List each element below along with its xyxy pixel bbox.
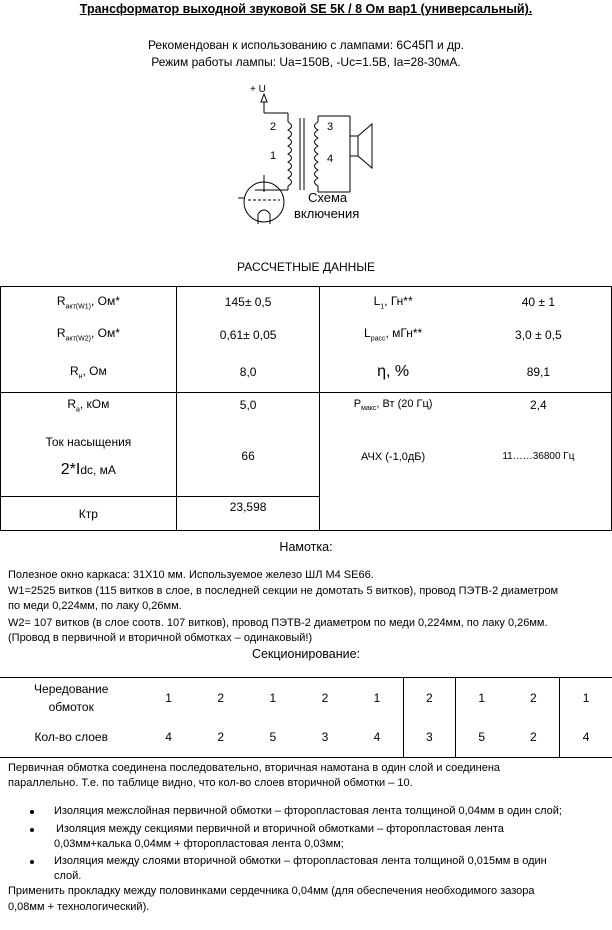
ktr-value: 23,598 [176,497,320,531]
intro-line-1: Рекомендован к использованию с лампами: 6С45П и др. [147,38,465,52]
layers-cell: 4 [351,718,403,758]
winding-heading: Намотка: [279,540,333,554]
calc-heading: РАССЧЕТНЫЕ ДАННЫЕ [237,260,375,274]
sections-table [0,677,612,758]
order-label: Чередование обмоток [0,678,142,718]
calc-table [0,286,612,531]
layers-label: Кол-во слоев [0,718,142,758]
winding-line-3: по меди 0,224мм, по лаку 0,26мм. [8,600,182,612]
layers-cell: 4 [560,718,612,758]
order-cell: 1 [142,678,194,718]
page-title: Трансформатор выходной звуковой SE 5К / 8 Ом вар1 (универсальный). [79,2,533,16]
supply-label: + U [250,84,266,95]
winding-line-1: Полезное окно каркаса: 31Х10 мм. Используемое железо ШЛ М4 SE66. [8,569,374,581]
order-cell: 2 [403,678,455,718]
calc-row-3 [1,353,612,393]
layers-cell: 2 [508,718,560,758]
layers-cell: 5 [247,718,299,758]
pin-3-label: 3 [327,121,334,133]
winding-line-4: W2= 107 витков (в слое соотв. 107 витков), провод ПЭТВ-2 диаметром по меди 0,224мм, по лаку 0,26мм. [8,617,548,629]
bullet-3: Изоляция между слоями вторичной обмотки – фторопластовая лента толщиной 0,015мм в один слой. [30,854,600,884]
l1-value: 40 ± 1 [466,287,612,317]
eta-value: 89,1 [466,353,612,393]
sections-heading: Секционирование: [251,647,361,661]
ra-value: 5,0 [176,393,320,417]
isat-value: 66 [176,417,320,497]
schematic-caption-1: Схема [308,190,348,205]
note-p2-line-2: 0,08мм + технологический). [8,901,150,913]
layers-cell: 2 [195,718,247,758]
ra-label: $R_a$, кОм [1,393,177,417]
note-p1-line-1: Первичная обмотка соединена последовательно, вторичная намотана в один слой и соединена [8,762,501,774]
order-cell: 2 [195,678,247,718]
pin-4-label: 4 [327,153,334,165]
r2-value: 0,61± 0,05 [176,317,320,353]
freq-value: 11……36800 Гц [466,417,612,497]
calc-row-4 [1,393,612,417]
layers-cell: 4 [142,718,194,758]
pin-1-label: 1 [270,150,277,162]
bullet-icon [30,828,34,832]
pmax-value: 2,4 [466,393,612,417]
order-cell: 2 [508,678,560,718]
layers-cell: 3 [299,718,351,758]
rn-value: 8,0 [176,353,320,393]
calc-row-5 [1,417,612,497]
supply-arrow-icon [261,94,267,102]
pmax-label: $P_{макс}$, Вт (20 Гц) [320,393,466,417]
ls-value: 3,0 ± 0,5 [466,317,612,353]
pin-2-label: 2 [270,121,277,133]
bullet-icon [30,810,34,814]
note-p2-line-1: Применить прокладку между половинками сердечника 0,04мм (для обеспечения необходимого зазора [8,885,535,897]
r1-label: $R_{акт(W1)}$, Ом* [1,287,177,317]
order-cell: 1 [351,678,403,718]
intro-line-2: Режим работы лампы: Ua=150В, -Uc=1.5В, Ia=28-30мА. [151,55,461,69]
schematic-caption-2: включения [294,206,360,221]
order-cell: 2 [299,678,351,718]
bullet-icon [30,860,34,864]
calc-row-2 [1,317,612,353]
order-cell: 1 [247,678,299,718]
isat-label: Ток насыщения 2*Idc, мА [1,417,177,497]
secondary-coil-icon [315,122,319,186]
order-cell: 1 [455,678,507,718]
order-cell: 1 [560,678,612,718]
winding-line-5: (Провод в первичной и вторичной обмотках – одинаковый!) [8,632,313,644]
primary-coil-icon [288,122,292,186]
r1-value: 145± 0,5 [176,287,320,317]
note-p1-line-2: параллельно. Т.е. по таблице видно, что кол-во слоев вторичной обмотки – 10. [8,777,413,789]
bullet-2: Изоляция между секциями первичной и вторичной обмотками – фторопластовая лента 0,03мм+калька 0,04мм + фторопластовая лента 0,03мм; [30,822,600,852]
l1-label: $L_1$, Гн** [320,287,466,317]
winding-line-2: W1=2525 витков (115 витков в слое, в последней секции не домотать 5 витков), провод ПЭТВ-2 диаметром [8,585,559,597]
rn-label: $R_н$, Ом [1,353,177,393]
bullet-1: Изоляция межслойная первичной обмотки – фторопластовая лента толщиной 0,04мм в один слой; [30,804,600,819]
layers-cell: 3 [403,718,455,758]
r2-label: $R_{акт(W2)}$, Ом* [1,317,177,353]
empty-cell [320,497,612,531]
ktr-label: Ктр [1,497,177,531]
eta-label: η, % [320,353,466,393]
ls-label: $L_{расс}$, мГн** [320,317,466,353]
calc-row-1 [1,287,612,317]
calc-row-6 [1,497,612,531]
layers-cell: 5 [455,718,507,758]
sections-row-order [0,678,612,718]
speaker-icon [350,136,358,156]
sections-row-layers [0,718,612,758]
freq-label: АЧХ (-1,0дБ) [320,417,466,497]
